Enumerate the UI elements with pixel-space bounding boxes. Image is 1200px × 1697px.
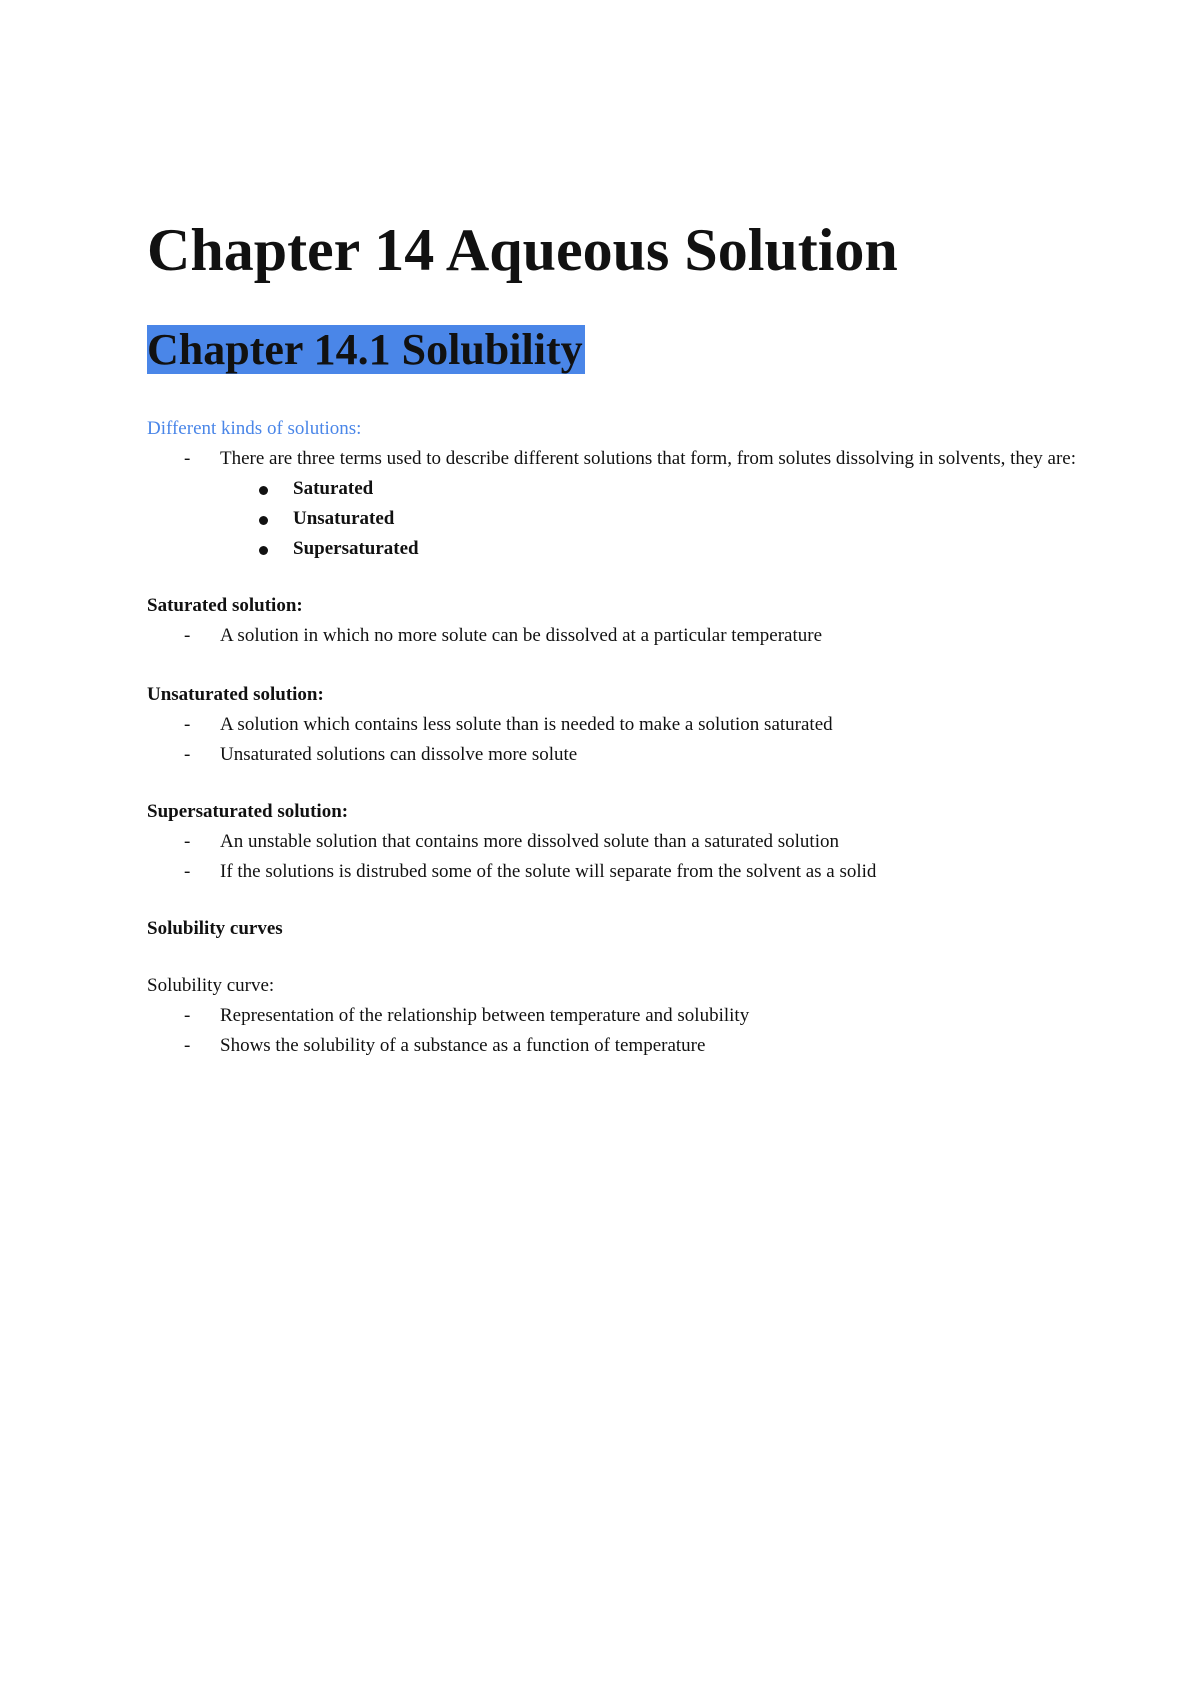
terms-list [220,474,1077,564]
list-item: - If the solutions is distrubed some of the solute will separate from the solvent as a solid [147,857,1077,887]
term-unsaturated: Unsaturated [147,504,1077,534]
list-item: - Unsaturated solutions can dissolve more solute [147,740,1077,770]
solubility-curves-heading: Solubility curves [147,918,283,939]
intro-heading: Different kinds of solutions: [147,418,362,439]
supersaturated-list [147,827,1077,887]
solubility-curve-label: Solubility curve: [147,975,275,996]
solubility-curve-list [147,1001,1077,1061]
term-saturated: Saturated [147,474,1077,504]
list-item: - An unstable solution that contains more dissolved solute than a saturated solution [147,827,1077,857]
list-item [147,444,1077,564]
saturated-list [147,621,1077,651]
supersaturated-heading: Supersaturated solution: [147,801,349,822]
document-title: Chapter 14 Aqueous Solution [147,217,898,283]
list-item: - A solution which contains less solute than is needed to make a solution saturated [147,710,1077,740]
intro-list [147,444,1077,564]
section-title[interactable] [147,322,585,378]
selected-section-title-text[interactable]: Chapter 14.1 Solubility [147,325,583,374]
unsaturated-heading: Unsaturated solution: [147,684,324,705]
list-item: - Shows the solubility of a substance as a function of temperature [147,1031,1077,1061]
list-item: - A solution in which no more solute can be dissolved at a particular temperature [147,621,1077,651]
unsaturated-list [147,710,1077,770]
document-body [147,414,1077,1061]
term-supersaturated: Supersaturated [147,534,1077,564]
intro-bullet-text: There are three terms used to describe different solutions that form, from solutes dissolving in solvents, they are: [220,448,1077,469]
saturated-heading: Saturated solution: [147,595,303,616]
list-item: - Representation of the relationship between temperature and solubility [147,1001,1077,1031]
